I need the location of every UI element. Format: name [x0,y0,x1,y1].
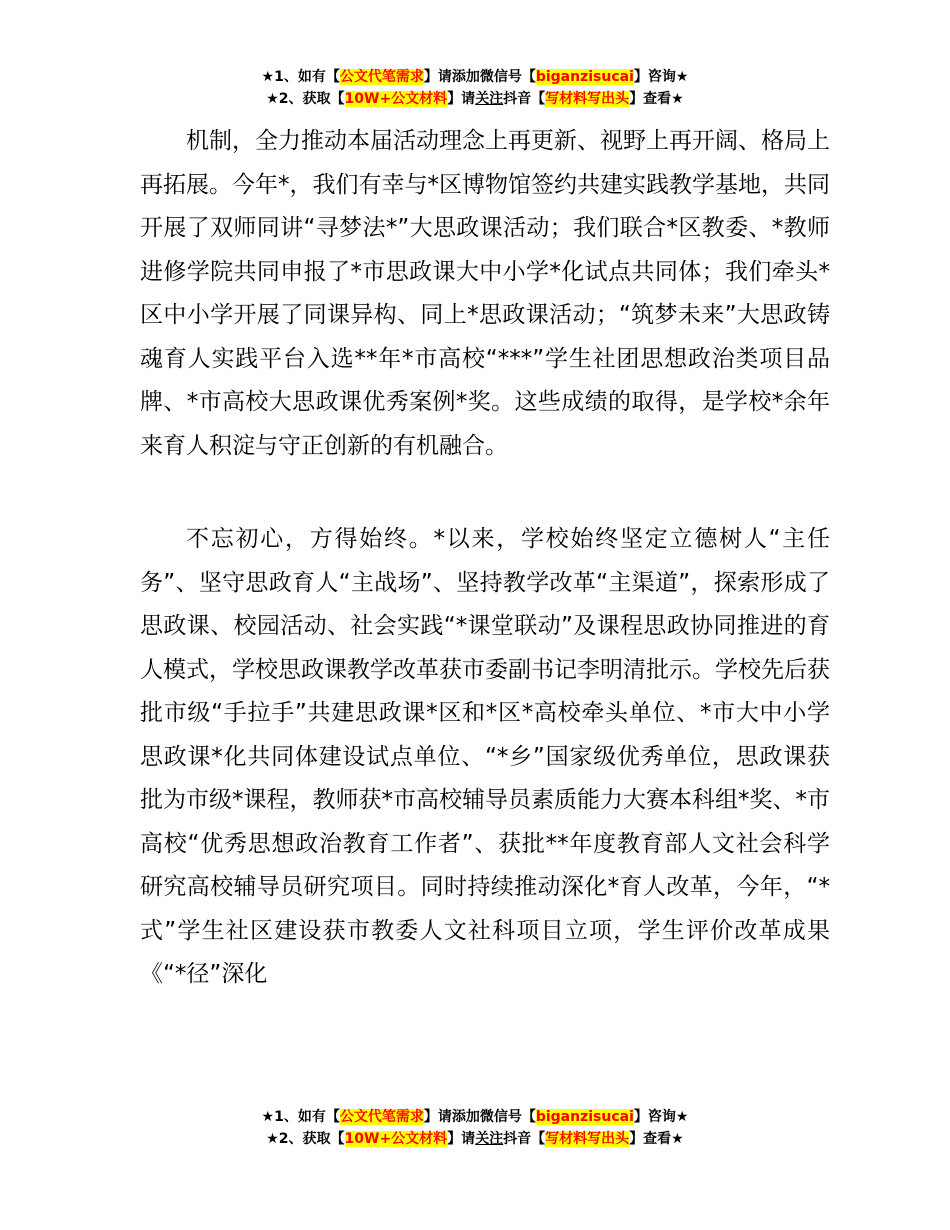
banner-text: 】请添加微信号【 [423,69,536,85]
banner-text: ★1、如有【 [261,1109,340,1125]
banner-text: ★2、获取【 [266,91,345,107]
banner-line-2 [0,1128,950,1150]
document-body-part-1 [140,120,830,468]
banner-text: 】请 [447,91,476,107]
banner-text: 】查看★ [629,91,684,107]
banner-line-2 [0,88,950,110]
highlight-douyin-account: 写材料写出头 [545,91,630,107]
highlight-service: 公文代笔需求 [339,69,424,85]
document-body-part-2 [140,518,830,997]
header-banner [0,66,950,110]
highlight-douyin-account: 写材料写出头 [545,1131,630,1147]
banner-text: 】请添加微信号【 [423,1109,536,1125]
banner-line-1 [0,1106,950,1128]
banner-text: 抖音【 [503,1131,546,1147]
paragraph-1: 机制，全力推动本届活动理念上再更新、视野上再开阔、格局上再拓展。今年*，我们有幸与*区博物馆签约共建实践教学基地，共同开展了双师同讲“寻梦法*”大思政课活动；我们联合*区教委、*教师进修学院共同申报了*市思政课大中小学*化试点共同体；我们牵头*区中小学开展了同课异构、同上*思政课活动；“筑梦未来”大思政铸魂育人实践平台入选**年*市高校“***”学生社团思想政治类项目品牌、*市高校大思政课优秀案例*奖。这些成绩的取得，是学校*余年来育人积淀与守正创新的有机融合。 [140,128,830,459]
banner-text: 】咨询★ [633,1109,689,1125]
highlight-wechat-id: biganzisucai [535,69,634,85]
paragraph-2: 不忘初心，方得始终。*以来，学校始终坚定立德树人“主任务”、坚守思政育人“主战场”、坚持教学改革“主渠道”，探索形成了思政课、校园活动、社会实践“*课堂联动”及课程思政协同推进的育人模式，学校思政课教学改革获市委副书记李明清批示。学校先后获批市级“手拉手”共建思政课*区和*区*高校牵头单位、*市大中小学思政课*化共同体建设试点单位、“*乡”国家级优秀单位，思政课获批为市级*课程，教师获*市高校辅导员素质能力大赛本科组*奖、*市高校“优秀思想政治教育工作者”、获批**年度教育部人文社会科学研究高校辅导员研究项目。同时持续推动深化*育人改革，今年，“*式”学生社区建设获市教委人文社科项目立项，学生评价改革成果《“*径”深化 [140,526,830,987]
banner-text: 抖音【 [503,91,546,107]
highlight-wechat-id: biganzisucai [535,1109,634,1125]
footer-banner [0,1106,950,1150]
underlined-follow: 关注 [475,91,504,107]
banner-text: ★1、如有【 [261,69,340,85]
highlight-materials: 10W+公文材料 [344,1131,448,1147]
banner-text: ★2、获取【 [266,1131,345,1147]
underlined-follow: 关注 [475,1131,504,1147]
banner-text: 】查看★ [629,1131,684,1147]
banner-text: 】请 [447,1131,476,1147]
banner-line-1 [0,66,950,88]
highlight-materials: 10W+公文材料 [344,91,448,107]
banner-text: 】咨询★ [633,69,689,85]
highlight-service: 公文代笔需求 [339,1109,424,1125]
